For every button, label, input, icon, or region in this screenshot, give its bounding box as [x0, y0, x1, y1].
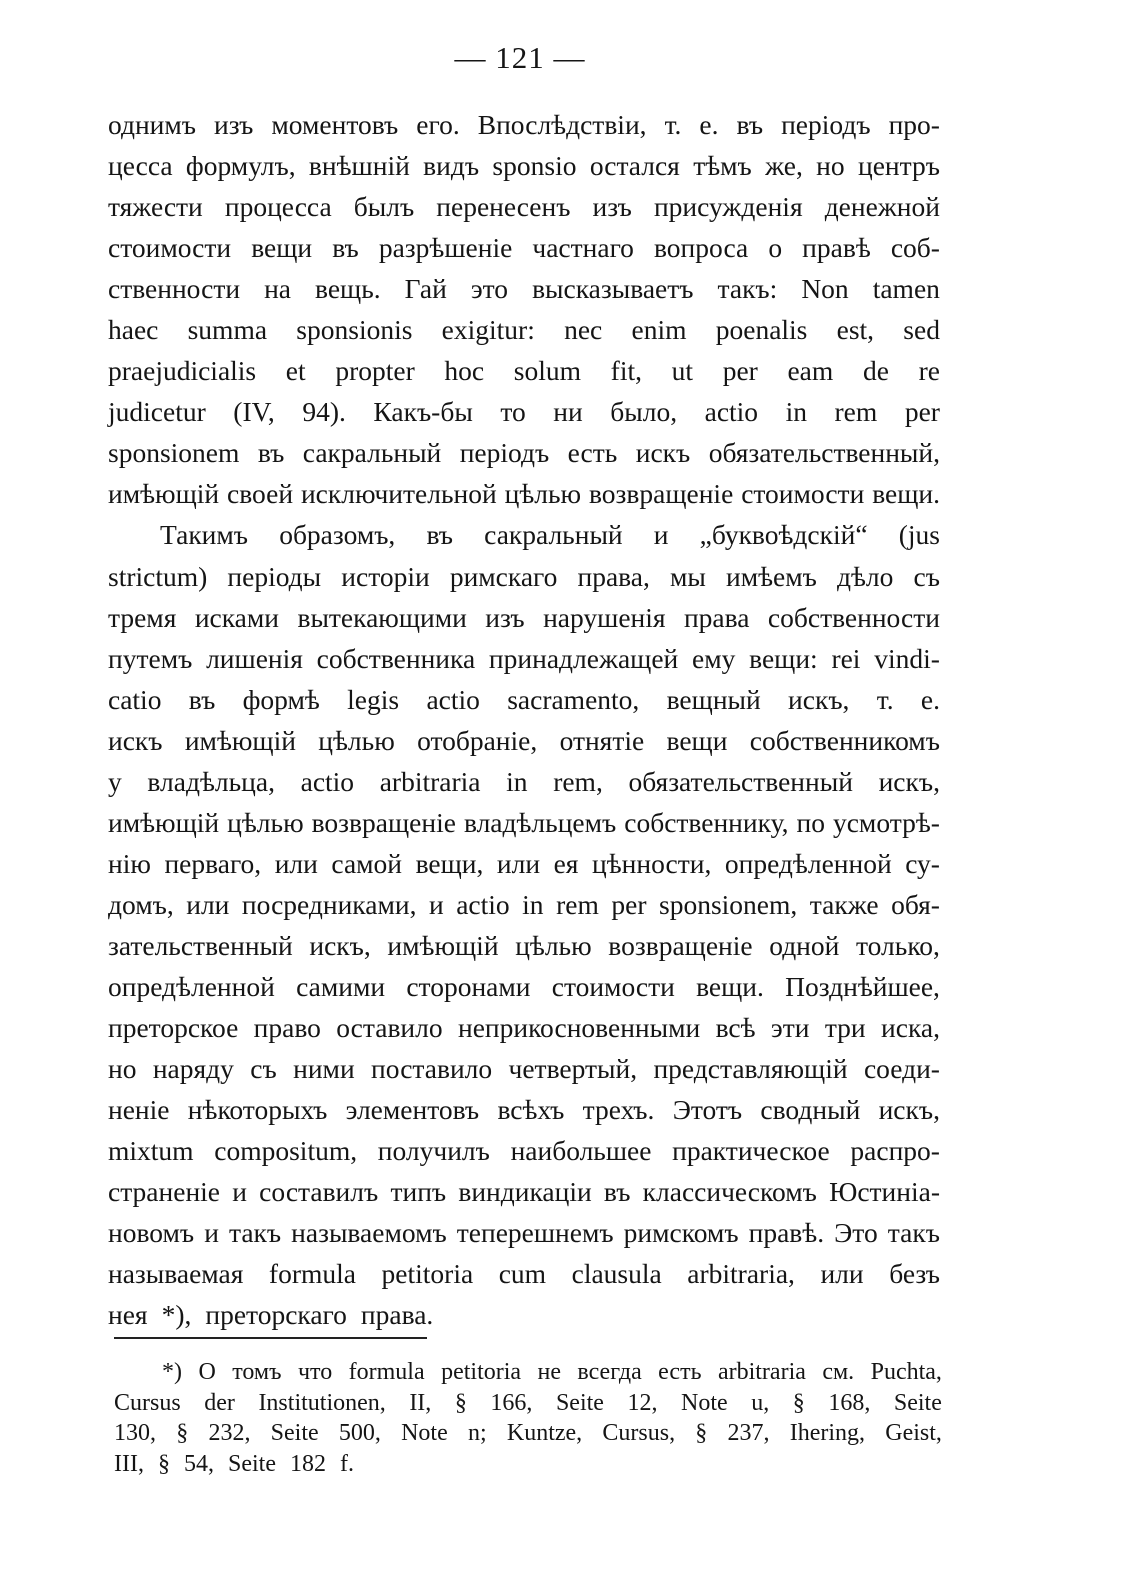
text-line: mixtum compositum, получилъ наибольшее практическое распро-	[108, 1135, 940, 1167]
text-line: страненіе и составилъ типъ виндикаціи въ классическомъ Юстиніа-	[108, 1176, 940, 1208]
footnote-line: III, § 54, Seite 182 f.	[114, 1451, 354, 1478]
text-line: неніе нѣкоторыхъ элементовъ всѣхъ трехъ. Этотъ сводный искъ,	[108, 1094, 940, 1126]
text-line: тяжести процесса былъ перенесенъ изъ присужденія денежной	[108, 191, 940, 223]
text-line: haec summa sponsionis exigitur: nec enim poenalis est, sed	[108, 314, 940, 346]
text-line: искъ имѣющій цѣлью отобраніе, отнятіе вещи собственникомъ	[108, 724, 940, 756]
text-line: у владѣльца, actio arbitraria in rem, обязательственный искъ,	[108, 765, 940, 797]
text-line: Такимъ образомъ, въ сакральный и „буквоѣдскій“ (jus	[160, 519, 940, 551]
text-line: новомъ и такъ называемомъ теперешнемъ римскомъ правѣ. Это такъ	[108, 1217, 940, 1249]
body-text	[108, 104, 940, 1335]
text-line: нію перваго, или самой вещи, или ея цѣнности, опредѣленной су-	[108, 847, 940, 879]
text-line: цесса формулъ, внѣшній видъ sponsio остался тѣмъ же, но центръ	[108, 150, 940, 182]
footnote	[114, 1357, 942, 1480]
footnote-line: Cursus der Institutionen, II, § 166, Seite 12, Note u, § 168, Seite	[114, 1389, 942, 1416]
text-line: нея *), преторскаго права.	[108, 1299, 434, 1331]
footnote-divider	[114, 1337, 427, 1339]
text-line: тремя исками вытекающими изъ нарушенія права собственности	[108, 601, 940, 633]
text-line: называемая formula petitoria cum clausula arbitraria, или безъ	[108, 1258, 940, 1290]
text-line: стоимости вещи въ разрѣшеніе частнаго вопроса о правѣ соб-	[108, 232, 940, 264]
text-line: опредѣленной самими сторонами стоимости вещи. Позднѣйшее,	[108, 970, 940, 1002]
text-line: ственности на вещь. Гай это высказываетъ такъ: Non tamen	[108, 273, 940, 305]
text-line: путемъ лишенія собственника принадлежащей ему вещи: rei vindi-	[108, 642, 940, 674]
text-line: преторское право оставило неприкосновенными всѣ эти три иска,	[108, 1012, 940, 1044]
text-line: домъ, или посредниками, и actio in rem per sponsionem, также обя-	[108, 888, 940, 920]
footnote-line: 130, § 232, Seite 500, Note n; Kuntze, Cursus, § 237, Ihering, Geist,	[114, 1420, 942, 1447]
text-line: praejudicialis et propter hoc solum fit, ut per eam de re	[108, 355, 940, 387]
text-line: catio въ формѣ legis actio sacramento, вещный искъ, т. е.	[108, 683, 940, 715]
text-line: однимъ изъ моментовъ его. Впослѣдствіи, т. е. въ періодъ про-	[108, 109, 940, 140]
page-number: — 121 —	[454, 40, 586, 75]
text-line: strictum) періоды исторіи римскаго права, мы имѣемъ дѣло съ	[108, 560, 940, 592]
footnote-line: *) О томъ что formula petitoria не всегда есть arbitraria см. Puchta,	[162, 1359, 942, 1385]
text-line: sponsionem въ сакральный періодъ есть искъ обязательственный,	[108, 437, 940, 469]
text-line: имѣющій своей исключительной цѣлью возвращеніе стоимости вещи.	[108, 478, 940, 510]
paragraph-2	[108, 514, 940, 1335]
paragraph-1	[108, 104, 940, 514]
text-line: зательственный искъ, имѣющій цѣлью возвращеніе одной только,	[108, 929, 940, 961]
text-line: judicetur (IV, 94). Какъ-бы то ни было, actio in rem per	[108, 396, 940, 428]
text-line: имѣющій цѣлью возвращеніе владѣльцемъ собственнику, по усмотрѣ-	[108, 806, 940, 838]
text-line: но наряду съ ними поставило четвертый, представляющій соеди-	[108, 1053, 940, 1085]
